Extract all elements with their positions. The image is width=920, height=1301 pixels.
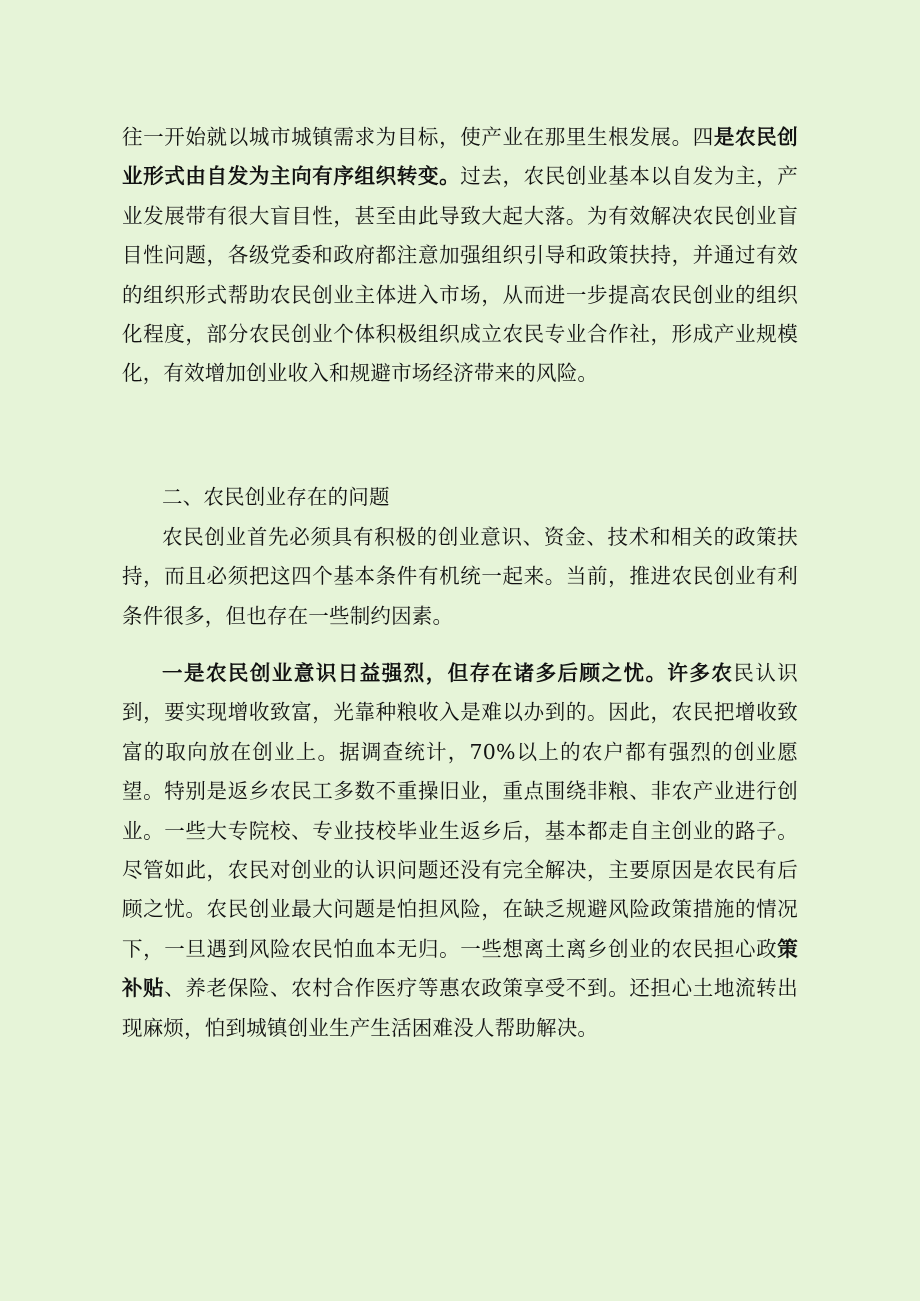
- paragraph-text-segment: 过去，农民创业基本以自发为主，产业发展带有很大盲目性，甚至由此导致大起大落。为有效解决农民创业盲目性问题，各级党委和政府都注意加强组织引导和政策扶持，并通过有效的组织形式帮助农民创业主体进入市场，从而进一步提高农民创业的组织化程度，部分农民创业个体积极组织成立农民专业合作社，形成产业规模化，有效增加创业收入和规避市场经济带来的风险。: [122, 164, 798, 386]
- paragraph-text-segment: 往一开始就以城市城镇需求为目标，使产业在那里生根发展。四: [122, 125, 714, 149]
- section-heading: 二、农民创业存在的问题: [162, 485, 390, 509]
- section-heading-block: [122, 478, 798, 517]
- paragraph-text: [122, 654, 798, 1048]
- paragraph-text: [122, 118, 798, 394]
- paragraph-continuation: [122, 118, 798, 394]
- paragraph-text-segment: 、养老保险、农村合作医疗等惠农政策享受不到。还担心土地流转出现麻烦，怕到城镇创业生产生活困难没人帮助解决。: [122, 976, 798, 1040]
- bold-point-one: 一是农民创业意识日益强烈，但存在诸多后顾之忧。许多农: [162, 661, 734, 685]
- paragraph-point-one: [122, 654, 798, 1048]
- paragraph-text-segment: 民认识到，要实现增收致富，光靠种粮收入是难以办到的。因此，农民把增收致富的取向放在创业上。据调查统计，70%以上的农户都有强烈的创业愿望。特别是返乡农民工多数不重操旧业，重点围绕非粮、非农产业进行创业。一些大专院校、专业技校毕业生返乡后，基本都走自主创业的路子。尽管如此，农民对创业的认识问题还没有完全解决，主要原因是农民有后顾之忧。农民创业最大问题是怕担风险，在缺乏规避风险政策措施的情况下，一旦遇到风险农民怕血本无归。一些想离土离乡创业的农民担心政: [122, 661, 798, 961]
- bold-phrase-subsidy: 策补贴: [122, 936, 798, 1001]
- paragraph-text: 农民创业首先必须具有积极的创业意识、资金、技术和相关的政策扶持，而且必须把这四个基本条件有机统一起来。当前，推进农民创业有利条件很多，但也存在一些制约因素。: [122, 525, 798, 628]
- paragraph-intro: [122, 518, 798, 636]
- bold-point-four: 是农民创业形式由自发为主向有序组织转变。: [122, 125, 798, 189]
